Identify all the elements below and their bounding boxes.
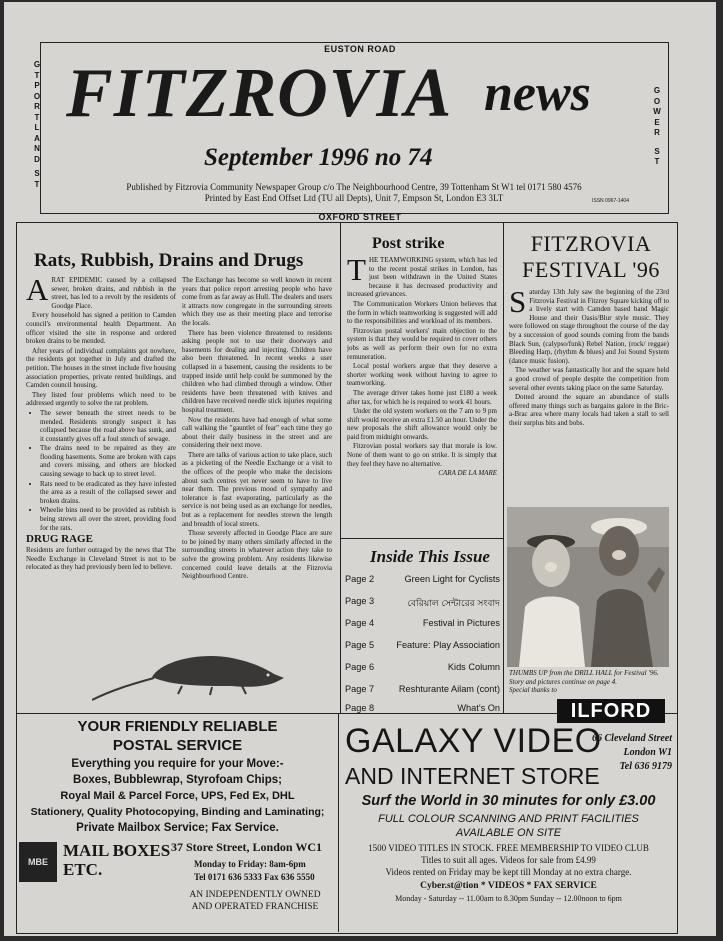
galaxy-address (592, 732, 672, 774)
road-letter-left: P (34, 81, 40, 90)
post-lead: HE TEAMWORKING system, which has led to the recent postal strikes in London, has just been withdrawn in the United States because it has decreased productivity and increased grievances. (347, 256, 497, 299)
rats-problem-item: • The sewer beneath the street needs to be mended. Residents strongly suspect it has collapsed because the road above has sunk, and it constantly gives off a foul stench of sewage. (40, 409, 176, 443)
rat-illustration (92, 642, 292, 702)
festival-caption (509, 669, 669, 695)
post-paragraph: Fitzrovian postal workers say that morale is low. None of them want to go on strike. It is simply that they feel they have no alternative. (347, 442, 497, 468)
galaxy-scan-line-2: AVAILABLE ON SITE (455, 827, 562, 839)
mailboxes-brand-line-2: ETC. (63, 860, 103, 879)
road-letter-left: L (34, 123, 40, 132)
road-letter-right: W (653, 107, 661, 116)
post-paragraph: The Communication Workers Union believes that the form in which teamworking is suggested will add to the responsibilities and workload of its members. (347, 299, 497, 326)
inside-issue-page: Page 7 (345, 684, 375, 694)
road-letter-left: T (34, 179, 40, 189)
rats-problem-list (26, 409, 176, 532)
issue-line: September 1996 no 74 (204, 144, 433, 171)
road-letter-left: N (34, 144, 40, 153)
galaxy-video-advert (341, 718, 676, 932)
festival-photo (507, 507, 669, 667)
festival-title-line-2: FESTIVAL '96 (522, 257, 660, 282)
road-label-left (32, 60, 42, 190)
road-letter-left: T (34, 70, 40, 80)
inside-issue-page: Page 8 (345, 703, 375, 713)
road-letter-left: D (34, 154, 40, 164)
inside-issue-title: Inside This Issue (370, 547, 490, 566)
festival-lead: aturday 13th July saw the beginning of the 23rd Fitzrovia Festival in Fitzroy Square kicking off to a lively start with Camden based band Magic House and their Oasis/Blur style music. They were followed on stage throughout the course of the day by a succession of good sounds coming from the bands Black Sun, (calypso/funk) Rebel Nation, (rock/ reggae) Bleeding Harp, (rhythm & blues) and Joi Sound System (dance music fusion). (509, 288, 669, 365)
printed-by: Printed by East End Offset Ltd (TU all Depts), Unit 7, Empson St, London E3 3LT (204, 193, 504, 203)
post-paragraph: The average driver takes home just £180 a week after tax, for which he is required to work 41 hours. (347, 388, 497, 406)
inside-issue-label: What's On (457, 703, 500, 713)
galaxy-titles-line-2: Titles to suit all ages. Videos for sale from £4.99 (421, 855, 596, 865)
divider-vertical-2 (503, 222, 504, 713)
rats-paragraph: There are talks of various action to take place, such as a picketing of the Needle Exchange or a visit to the offices of the people who make the decisions about such centres yet never seem to have to live near them. The previous mood of sympathy and tolerance is fast evaporating, particularly as the service is not being used as an exchange for needles, but as a replacement for needles strewn the length and breadth of local streets. (182, 450, 332, 528)
road-letter-left: G (33, 60, 41, 69)
mailboxes-line-3: Everything you require for your Move:- (71, 758, 284, 770)
rats-column-2 (182, 276, 332, 666)
rats-lead: RAT EPIDEMIC caused by a collapsed sewer, broken drains, and rubbish in the street, has led to a revolt by the residents of Goodge Place. (51, 276, 176, 310)
post-strike-column (347, 256, 497, 538)
post-signature: CARA DE LA MARE (438, 469, 497, 478)
festival-column (509, 288, 669, 506)
mailboxes-brand-line-1: MAIL BOXES (63, 841, 171, 860)
road-letter-left: R (34, 102, 40, 111)
mailboxes-franchise-line-1: AN INDEPENDENTLY OWNED (189, 890, 321, 900)
festival-paragraph: Dotted around the square an abundance of stalls offered many things such as bargains galore in the Bric-a-Brac area where many locals had taken a stall to sell their surplus bits and bobs. (509, 393, 669, 427)
mailboxes-brand (63, 841, 170, 879)
festival-drop-cap: S (509, 288, 527, 319)
ilford-logo: ILFORD (557, 699, 665, 723)
rats-paragraph: There has been violence threatened to residents asking people not to use their doorways and basements for dealing and injecting. Children have also been threatened. In recent weeks a user collapsed in a basement, causing the residents to be trapped inside until help could be summoned by the children who had climbed through a window. Other residents have been threatened with knives and children have received needle stick injuries requiring hospital treatment. (182, 328, 332, 414)
rats-problem-item: • The drains need to be repaired as they are flooding basements. Some are broken with caps and covers missing, and others are blocked causing sewage to back up to street level. (40, 444, 176, 478)
road-letter-left: A (34, 133, 40, 143)
inside-issue-label: Green Light for Cyclists (404, 574, 500, 584)
post-paragraph: Under the old system workers on the 7 am to 9 pm shift would receive an extra £1.50 an hour. Under the new proposals the shift allowance would only be paid from midnight onwards. (347, 407, 497, 441)
inside-issue-label: Festival in Pictures (422, 618, 500, 628)
post-strike-headline: Post strike (372, 235, 445, 252)
special-thanks-label: Special thanks to (509, 686, 557, 694)
road-label-right (652, 86, 662, 168)
mailboxes-line-6: Stationery, Quality Photocopying, Binding and Laminating; (30, 806, 325, 818)
mailboxes-phone: Tel 0171 636 5333 Fax 636 5550 (194, 872, 315, 882)
drug-rage-heading: DRUG RAGE (26, 533, 93, 546)
galaxy-address-line-2: London W1 (623, 747, 672, 758)
masthead-title-news: news (484, 65, 591, 122)
rats-headline: Rats, Rubbish, Drains and Drugs (34, 250, 304, 271)
post-drop-cap: T (347, 256, 366, 287)
road-letter-right: R (654, 128, 660, 137)
rats-problem-item: • Rats need to be eradicated as they have infested the area as a result of the collapsed sewer and broken drains. (40, 480, 176, 506)
road-letter-right: E (654, 117, 660, 127)
drug-rage-text: Residents are further outraged by the news that The Needle Exchange in Cleveland Street is not to be relocated as they had previously been led to believe. (26, 546, 176, 572)
road-label-bottom: OXFORD STREET (318, 212, 402, 222)
masthead-title: FITZROVIA (66, 55, 453, 132)
mailboxes-line-1: YOUR FRIENDLY RELIABLE (77, 718, 278, 735)
galaxy-phone: Tel 636 9179 (619, 761, 672, 772)
inside-issue-page: Page 2 (345, 574, 375, 584)
post-paragraph: Fitzrovian postal workers' main objection to the system is that they would be required to cover others jobs as well as perform their own for no extra remuneration. (347, 326, 497, 361)
mailboxes-address: 37 Store Street, London WC1 (171, 840, 323, 854)
inside-issue-page: Page 3 (345, 596, 375, 606)
festival-caption-text: THUMBS UP from the DRILL HALL for Festival '96. Story and pictures continue on page 4. (509, 669, 659, 686)
inside-issue-label: Reshturante Ailam (cont) (398, 684, 500, 694)
galaxy-opening-hours: Monday - Saturday -- 11.00am to 8.30pm Sunday -- 12.00noon to 6pm (395, 894, 622, 903)
road-letter-left: S (34, 169, 40, 178)
mailboxes-advert (19, 714, 336, 932)
rats-paragraph: After years of individual complaints got nowhere, the residents got together in July and drafted the petition. The houses in the street include five housing association properties, private rented buildings, and Camden council housing. (26, 346, 176, 390)
rats-paragraph: Those severely affected in Goodge Place are sure to be joined by many others similarly affected in the surrounding streets in whatever action they take to solve the growing problem. Any residents likewise concerned could leave details at the Fitzrovia Neighbourhood Centre. (182, 529, 332, 581)
road-letter-left: O (33, 91, 41, 101)
inside-issue-page: Page 5 (345, 640, 375, 650)
rats-paragraph: The Exchange has become so well known in recent years that police report arresting people who have come from as far away as Hull. The dealers and users it attracts now congregate in the surrounding streets which they use as their meeting place and terrorise the locals. (182, 276, 332, 327)
road-letter-right: T (654, 157, 660, 166)
newspaper-page (4, 2, 716, 936)
road-letter-left: T (34, 112, 40, 122)
inside-issue-page: Page 6 (345, 662, 375, 672)
rats-problem-item: • Wheelie bins need to be provided as rubbish is being strewn all over the street, providing food for the rats. (40, 506, 176, 532)
road-letter-right: G (653, 86, 661, 95)
divider-ads-vertical (338, 713, 339, 932)
rats-column-1 (26, 276, 176, 664)
festival-title-line-1: FITZROVIA (530, 231, 652, 256)
galaxy-scan-line-1: FULL COLOUR SCANNING AND PRINT FACILITIES (378, 813, 639, 825)
rats-paragraph: They listed four problems which need to be addressed urgently to solve the rat problem. (26, 390, 176, 408)
post-paragraph: Local postal workers argue that they deserve a shorter working week without having to agree to teamworking. (347, 362, 497, 388)
road-label-top: EUSTON ROAD (324, 44, 396, 54)
mailboxes-franchise-line-2: AND OPERATED FRANCHISE (191, 902, 319, 912)
mailboxes-hours: Monday to Friday: 8am-6pm (194, 859, 306, 869)
galaxy-titles-line-1: 1500 VIDEO TITLES IN STOCK. FREE MEMBERSHIP TO VIDEO CLUB (368, 843, 649, 853)
road-letter-right: S (654, 146, 660, 156)
mailboxes-line-5: Royal Mail & Parcel Force, UPS, Fed Ex, DHL (60, 790, 295, 802)
festival-paragraph: The weather was fantastically hot and the square held a good crowd of people despite the competition from several other events taking place on the same Saturday. (509, 366, 669, 392)
inside-issue-label: Kids Column (447, 662, 500, 672)
rats-paragraph: Every household has signed a petition to Camden council's environmental health Department. An officer visited the site in response and ordered broken drains to be mended. (26, 311, 176, 346)
mailboxes-line-2: POSTAL SERVICE (112, 737, 243, 754)
inside-issue-label: Feature: Play Association (396, 640, 500, 650)
rats-paragraph: Now the residents have had enough of what some call walking the "gauntlet of fear" each time they go about their daily business in the street and are considering their next move. (182, 415, 332, 450)
road-letter-right: O (653, 96, 661, 106)
mailboxes-line-4: Boxes, Bubblewrap, Styrofoam Chips; (73, 774, 282, 786)
galaxy-video-name: GALAXY VIDEO (345, 722, 602, 760)
issn: ISSN 0967-1404 (592, 198, 629, 204)
galaxy-surf-offer: Surf the World in 30 minutes for only £3.00 (361, 793, 656, 809)
galaxy-internet-store: AND INTERNET STORE (345, 763, 600, 789)
divider-inside-issue (340, 538, 503, 539)
galaxy-services: Cyber.st@tion * VIDEOS * FAX SERVICE (420, 881, 597, 891)
festival-headline (507, 231, 675, 283)
inside-issue-label: বেরিয়াল সেন্টারের সংবাদ (407, 598, 500, 608)
rats-drop-cap: A (26, 276, 49, 307)
galaxy-address-line-1: 66 Cleveland Street (592, 733, 672, 744)
mailboxes-line-7: Private Mailbox Service; Fax Service. (76, 822, 279, 834)
galaxy-titles-line-3: Videos rented on Friday may be kept till Monday at no extra charge. (385, 867, 632, 877)
mailboxes-franchise (179, 889, 331, 913)
divider-vertical-1 (340, 222, 341, 713)
inside-issue-page: Page 4 (345, 618, 375, 628)
mailboxes-logo: MBE (19, 842, 57, 882)
published-by: Published by Fitzrovia Community Newspaper Group c/o The Neighbourhood Centre, 39 Tottenham St W1 tel 0171 580 4576 (126, 182, 582, 192)
